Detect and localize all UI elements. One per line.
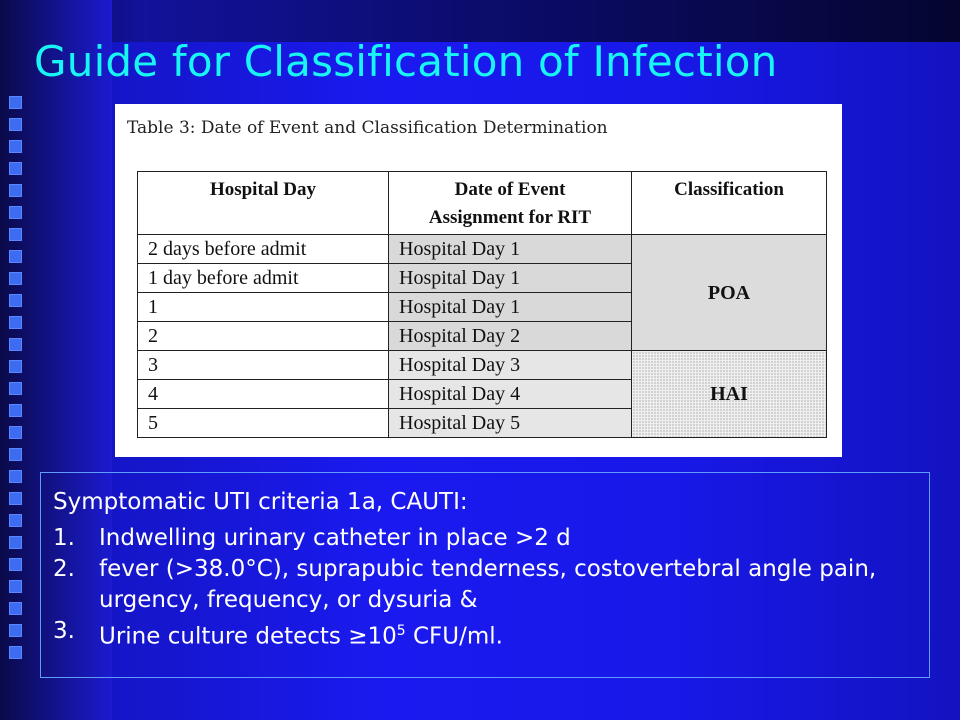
list-item [53,616,917,653]
item-text [99,616,917,653]
table-image [115,104,842,457]
row-day: 2 days before admit [138,235,389,264]
header-date-of-event [389,172,632,235]
table-row [138,235,827,264]
row-date: Hospital Day 4 [389,380,632,409]
slide-title: Guide for Classification of Infection [34,37,778,86]
item-number: 2. [53,556,75,582]
criteria-list [53,523,917,653]
top-band [0,0,960,42]
row-day: 5 [138,409,389,438]
row-day: 4 [138,380,389,409]
header-classification: Classification [632,172,827,235]
row-day: 1 day before admit [138,264,389,293]
item-text: fever (>38.0°C), suprapubic tenderness, costovertebral angle pain, urgency, frequency, or dysuria & [99,556,877,613]
list-item [53,523,917,554]
classification-table [137,171,827,438]
class-hai: HAI [632,351,827,438]
header-date-line2: Assignment for RIT [428,207,592,228]
item-text: Indwelling urinary catheter in place >2 d [99,525,571,551]
row-day: 1 [138,293,389,322]
table-row [138,351,827,380]
header-date-line1: Date of Event [454,179,566,200]
row-date: Hospital Day 3 [389,351,632,380]
exponent: 5 [396,623,406,639]
row-date: Hospital Day 1 [389,293,632,322]
item-number: 3. [53,618,75,644]
criteria-heading: Symptomatic UTI criteria 1a, CAUTI: [53,489,468,515]
class-poa: POA [632,235,827,351]
table-caption: Table 3: Date of Event and Classification Determination [127,118,608,138]
decor-squares [9,96,23,668]
row-date: Hospital Day 1 [389,264,632,293]
criteria-box [40,472,930,678]
list-item [53,554,917,616]
item-text-post: CFU/ml. [405,623,503,650]
row-day: 3 [138,351,389,380]
row-date: Hospital Day 5 [389,409,632,438]
header-hospital-day: Hospital Day [138,172,389,235]
item-number: 1. [53,525,75,551]
row-day: 2 [138,322,389,351]
table-header-row [138,172,827,235]
row-date: Hospital Day 1 [389,235,632,264]
row-date: Hospital Day 2 [389,322,632,351]
item-text-pre: Urine culture detects ≥10 [99,623,397,650]
